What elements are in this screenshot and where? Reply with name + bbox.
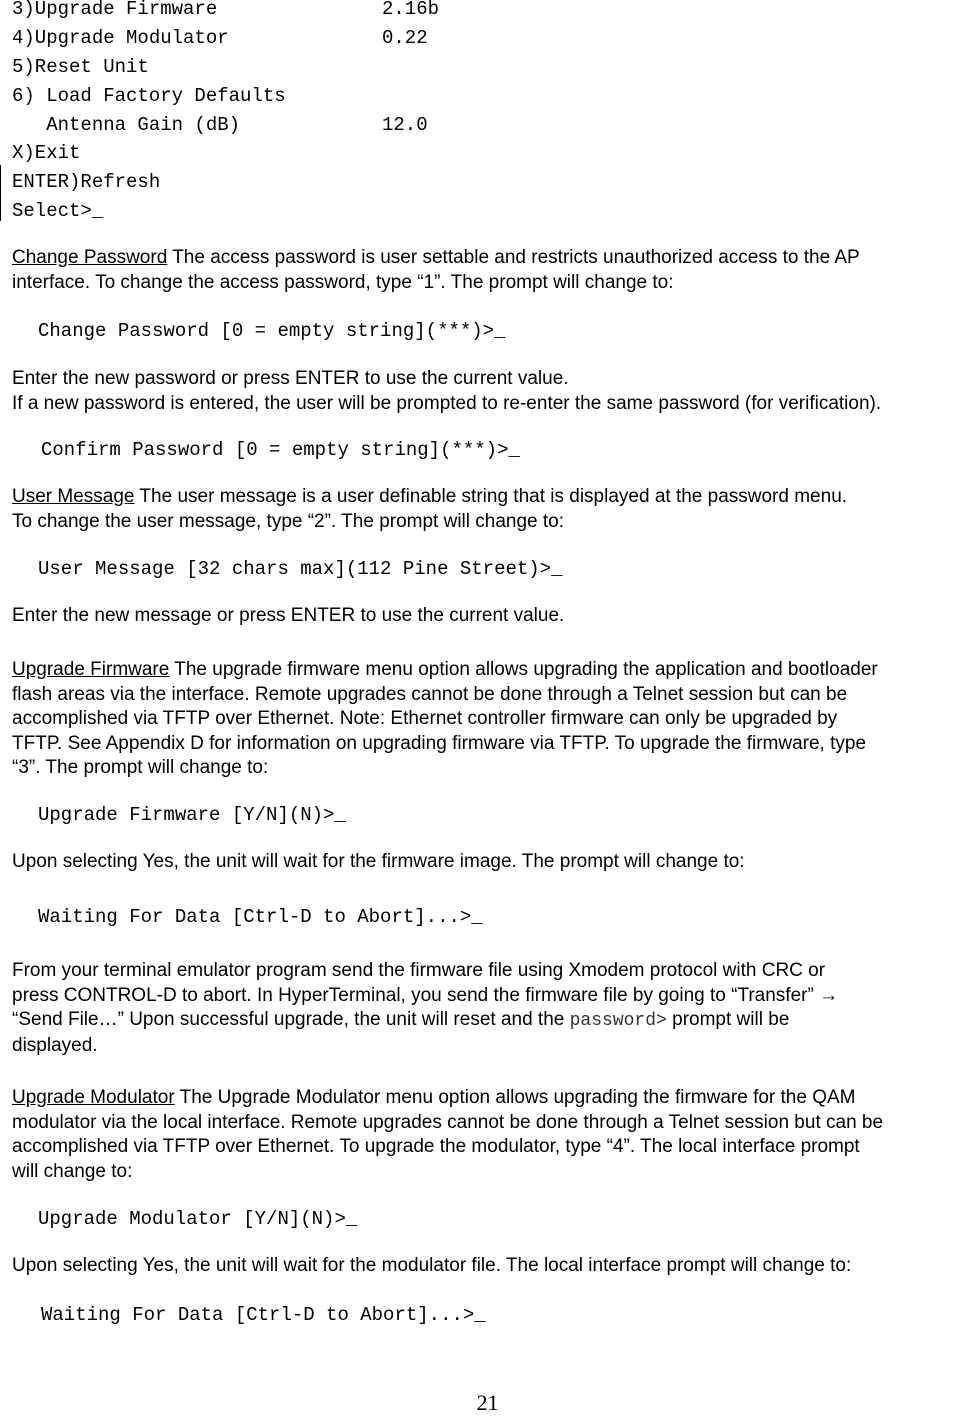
password-prompt-code: password> bbox=[569, 1011, 667, 1031]
upgrade-modulator-heading: Upgrade Modulator bbox=[12, 1087, 175, 1108]
menu-value: 2.16b bbox=[382, 0, 440, 20]
menu-line: X)Exit bbox=[12, 142, 81, 164]
menu-line: 5)Reset Unit bbox=[12, 56, 149, 78]
upgrade-firmware-paragraph bbox=[12, 658, 878, 781]
upgrade-modulator-paragraph bbox=[12, 1086, 883, 1184]
menu-line: 6) Load Factory Defaults bbox=[12, 85, 286, 107]
upgrade-firmware-wait-text: Upon selecting Yes, the unit will wait for the firmware image. The prompt will change to: bbox=[12, 851, 745, 872]
change-bar bbox=[0, 165, 1, 221]
change-password-prompt: Change Password [0 = empty string](***)>_ bbox=[38, 320, 506, 342]
modulator-wait-prompt: Waiting For Data [Ctrl-D to Abort]...>_ bbox=[41, 1304, 486, 1326]
menu-line: Antenna Gain (dB) bbox=[12, 114, 241, 136]
upgrade-firmware-body: The upgrade firmware menu option allows upgrading the application and bootloader flash areas via the interface. Remote upgrades cannot be done through a Telnet session but can be accomplished via TFTP over Ethernet. Note: Ethernet controller firmware can only be upgraded by TFTP. See Appendix D for information on upgrading firmware via TFTP. To upgrade the firmware, type “3”. The prompt will change to: bbox=[12, 659, 878, 778]
upgrade-firmware-prompt: Upgrade Firmware [Y/N](N)>_ bbox=[38, 804, 346, 826]
upgrade-modulator-prompt: Upgrade Modulator [Y/N](N)>_ bbox=[38, 1208, 358, 1230]
upgrade-modulator-body: The Upgrade Modulator menu option allows upgrading the firmware for the QAM modulator via the local interface. Remote upgrades cannot be done through a Telnet session but can be accomplished via TFTP over Ethernet. To upgrade the modulator, type “4”. The local interface prompt will change to: bbox=[12, 1087, 884, 1182]
firmware-wait-prompt: Waiting For Data [Ctrl-D to Abort]...>_ bbox=[38, 906, 483, 928]
menu-value: 12.0 bbox=[382, 114, 428, 136]
menu-line: Select>_ bbox=[12, 200, 104, 222]
user-message-instructions: Enter the new message or press ENTER to use the current value. bbox=[12, 605, 565, 626]
change-password-heading: Change Password bbox=[12, 247, 168, 268]
change-password-body: The access password is user settable and restricts unauthorized access to the AP interface. To change the access password, type “1”. The prompt will change to: bbox=[12, 247, 860, 293]
user-message-paragraph bbox=[12, 485, 847, 534]
firmware-transfer-text-b: prompt will be displayed. bbox=[12, 1009, 790, 1056]
menu-value: 0.22 bbox=[382, 27, 428, 49]
firmware-transfer-instructions bbox=[12, 959, 838, 1058]
page-number: 21 bbox=[476, 1390, 499, 1415]
confirm-password-prompt: Confirm Password [0 = empty string](***)>_ bbox=[41, 439, 520, 461]
menu-line: 3)Upgrade Firmware bbox=[12, 0, 218, 20]
user-message-heading: User Message bbox=[12, 486, 135, 507]
change-password-instructions: Enter the new password or press ENTER to use the current value. If a new password is entered, the user will be prompted to re-enter the same password (for verification). bbox=[12, 368, 882, 414]
firmware-transfer-text-a: From your terminal emulator program send the firmware file using Xmodem protocol with CRC or press CONTROL-D to abort. In HyperTerminal, you send the firmware file by going to “Transfer” → “Send File…” Upon successful upgrade, the unit will reset and the bbox=[12, 960, 839, 1030]
menu-line: 4)Upgrade Modulator bbox=[12, 27, 229, 49]
menu-line: ENTER)Refresh bbox=[12, 171, 161, 193]
user-message-prompt: User Message [32 chars max](112 Pine Street)>_ bbox=[38, 558, 563, 580]
change-password-paragraph bbox=[12, 246, 860, 295]
upgrade-modulator-wait-text: Upon selecting Yes, the unit will wait for the modulator file. The local interface prompt will change to: bbox=[12, 1255, 852, 1276]
upgrade-firmware-heading: Upgrade Firmware bbox=[12, 659, 170, 680]
user-message-body: The user message is a user definable string that is displayed at the password menu. To change the user message, type “2”. The prompt will change to: bbox=[12, 486, 848, 532]
